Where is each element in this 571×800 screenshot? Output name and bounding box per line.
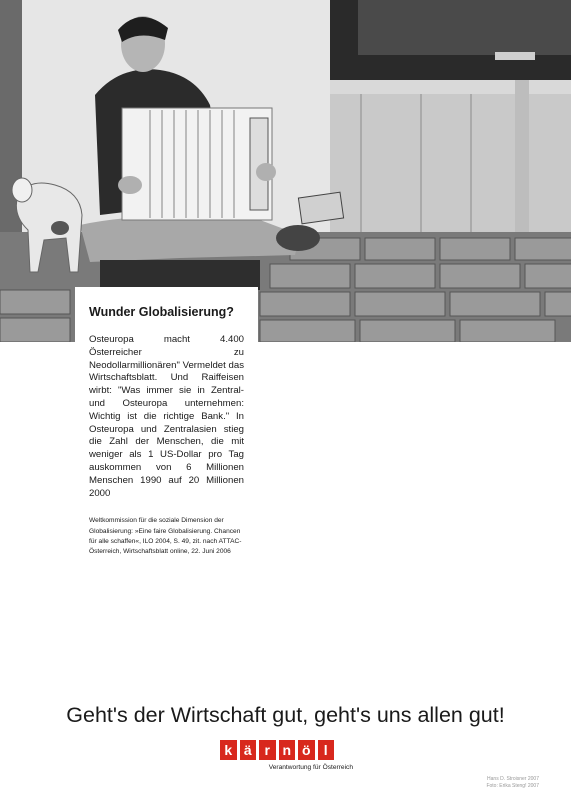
logo-letters — [220, 740, 355, 760]
logo-letter-oe: ö — [298, 740, 315, 760]
article-headline: Wunder Globalisierung? — [89, 305, 234, 319]
logo-letter-n: n — [279, 740, 296, 760]
author-credit: Hans D. Stroisner 2007 — [487, 776, 539, 782]
photo-credit: Foto: Erika Steng! 2007 — [486, 782, 539, 789]
logo-letter-k: k — [220, 740, 237, 760]
brand-tagline: Verantwortung für Österreich — [268, 764, 353, 771]
logo-letter-l: l — [318, 740, 335, 760]
article-textbox — [75, 287, 258, 557]
credits — [486, 776, 539, 789]
logo-letter-r: r — [259, 740, 276, 760]
slogan: Geht's der Wirtschaft gut, geht's uns allen gut! — [66, 703, 505, 727]
logo-letter-ae: ä — [240, 740, 257, 760]
article-source: Weltkommission für die soziale Dimension der Globalisierung: »Eine faire Globalisierung. Chancen für alle schaffen«, ILO 2004, S. 49, zit. nach ATTAC-Österreich, Wirtschaftsblatt online, 22. Juni 2006 — [89, 517, 242, 555]
article-body: Osteuropa macht 4.400 Österreicher zu Neodollarmillionären" Vermeldet das Wirtschaftsblatt. Und Raiffeisen wirbt: "Was immer sie in Zentral- und Osteuropa unternehmen: Wichtig ist die richtige Bank." In Osteuropa und Zentralasien stieg die Zahl der Menschen, die mit weniger als 1 US-Dollar pro Tag auskommen von 6 Millionen Menschen 1990 auf 20 Millionen 2000 — [89, 334, 244, 499]
brand-logo — [220, 740, 355, 782]
